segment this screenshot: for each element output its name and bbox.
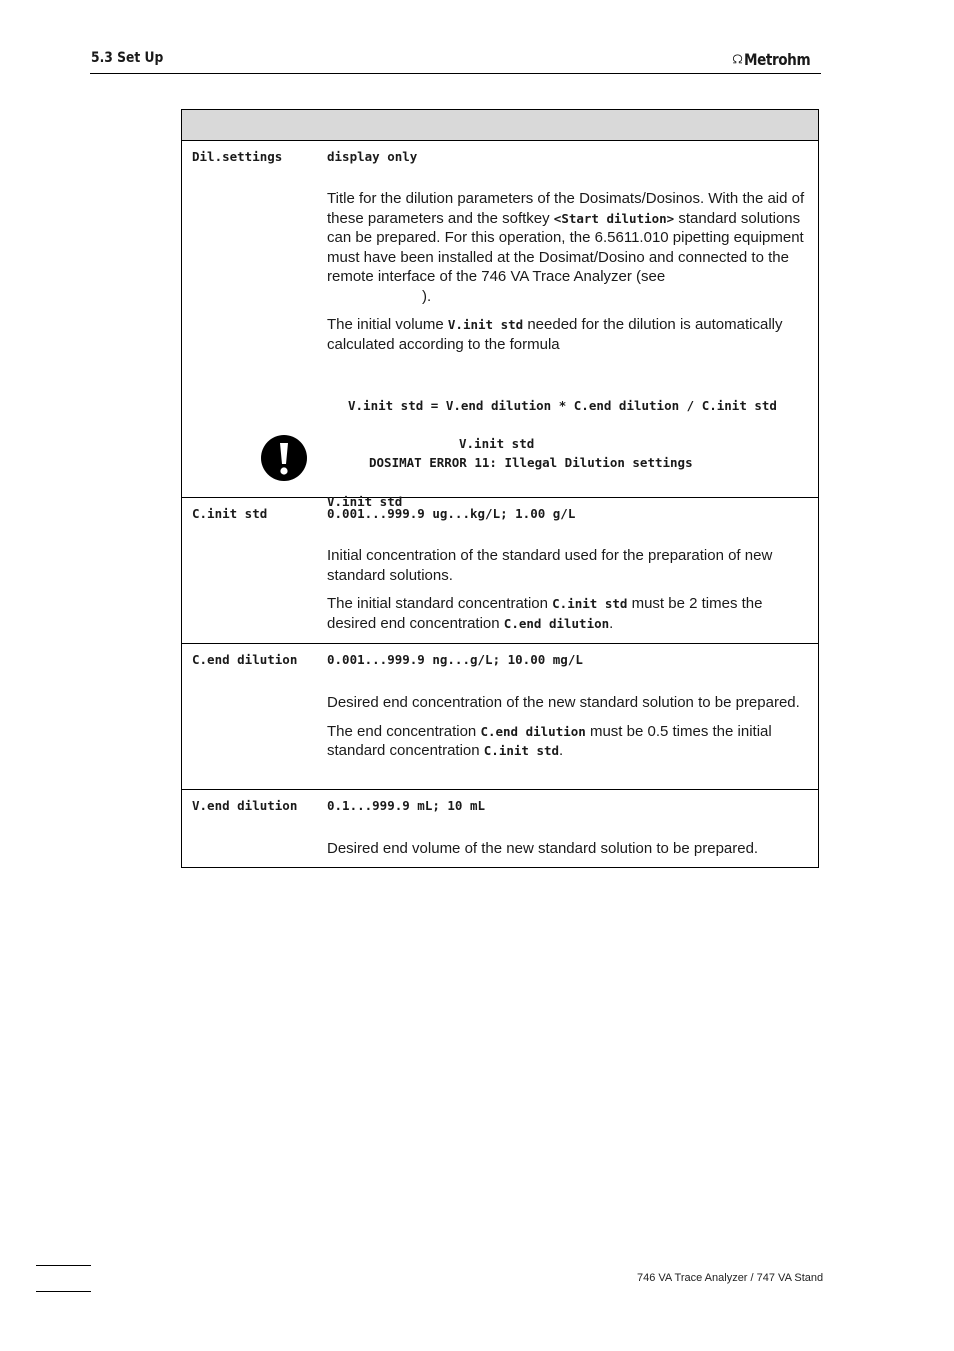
text-segment: standard solutions can be prepared. For this operation, the 6.5611.010 pipetting equipment must have been installed at the Dosimat/Dosino and connected to the remote interface of the 746 VA Trace Analyzer (see: [327, 209, 804, 285]
description-paragraph: [327, 189, 807, 306]
variable-name: V.init std: [447, 317, 524, 332]
warning-variable: V.init std: [459, 436, 535, 451]
warning-error-message: DOSIMAT ERROR 11: Illegal Dilution settings: [369, 455, 693, 470]
table-row-dil-settings: [182, 141, 818, 509]
variable-name: C.init std: [552, 596, 628, 611]
param-range: 0.1...999.9 mL; 10 mL: [327, 798, 486, 813]
description-paragraph: Initial concentration of the standard used for the preparation of new standard solutions.: [327, 547, 773, 584]
omega-logo-icon: [732, 50, 743, 68]
section-title: 5.3 Set Up: [91, 50, 164, 66]
param-name: C.end dilution: [192, 652, 298, 667]
variable-name: C.end dilution: [480, 723, 586, 739]
description-paragraph: [327, 315, 807, 354]
table-row-c-init-std: [182, 498, 818, 644]
text-segment: needed for the dilution is automatically calculated according to the formula: [327, 316, 783, 353]
footer-product-name: 746 VA Trace Analyzer / 747 VA Stand: [637, 1272, 824, 1284]
parameter-table: [181, 109, 819, 868]
table-header: [182, 110, 818, 141]
param-name: C.init std: [192, 506, 268, 521]
text-segment: The initial volume: [327, 316, 448, 333]
description-paragraph: [327, 722, 807, 761]
text-segment: .: [559, 742, 564, 759]
text-segment: ).: [422, 287, 432, 305]
exclamation-icon: [261, 435, 307, 481]
param-description: [327, 839, 807, 859]
description-paragraph: Desired end volume of the new standard solution to be prepared.: [327, 840, 759, 857]
param-description: [327, 693, 807, 761]
table-row-c-end-dilution: [182, 644, 818, 790]
variable-name: C.init std: [483, 743, 560, 758]
footer-rule: [36, 1265, 91, 1266]
softkey-label: <Start dilution>: [553, 210, 675, 226]
param-description: [327, 546, 807, 633]
text-segment: .: [609, 614, 614, 632]
variable-name: C.end dilution: [503, 615, 610, 631]
logo-text: Metrohm: [744, 49, 811, 69]
warning-variable: V.init std: [327, 494, 403, 509]
param-name: Dil.settings: [192, 149, 283, 164]
param-name: V.end dilution: [192, 798, 298, 813]
text-segment: The end concentration: [327, 722, 481, 740]
text-segment: must be 0.5 times the initial standard concentration: [327, 722, 772, 759]
metrohm-logo: [732, 47, 822, 71]
header-rule: [90, 73, 821, 74]
description-paragraph: Desired end concentration of the new standard solution to be prepared.: [327, 694, 800, 711]
table-row-v-end-dilution: [182, 790, 818, 867]
text-segment: Title for the dilution parameters of the Dosimats/Dosinos. With the aid of these parameters and the softkey: [327, 190, 805, 227]
param-description: [327, 189, 807, 354]
param-range: 0.001...999.9 ug...kg/L; 1.00 g/L: [327, 506, 576, 521]
description-paragraph: [327, 594, 807, 633]
param-range: 0.001...999.9 ng...g/L; 10.00 mg/L: [327, 652, 583, 667]
param-range: display only: [327, 149, 418, 164]
dilution-formula: V.init std = V.end dilution * C.end dilution / C.init std: [348, 398, 777, 413]
text-segment: The initial standard concentration: [327, 595, 553, 612]
footer-rule: [36, 1291, 91, 1292]
text-segment: must be 2 times the desired end concentration: [327, 595, 763, 632]
